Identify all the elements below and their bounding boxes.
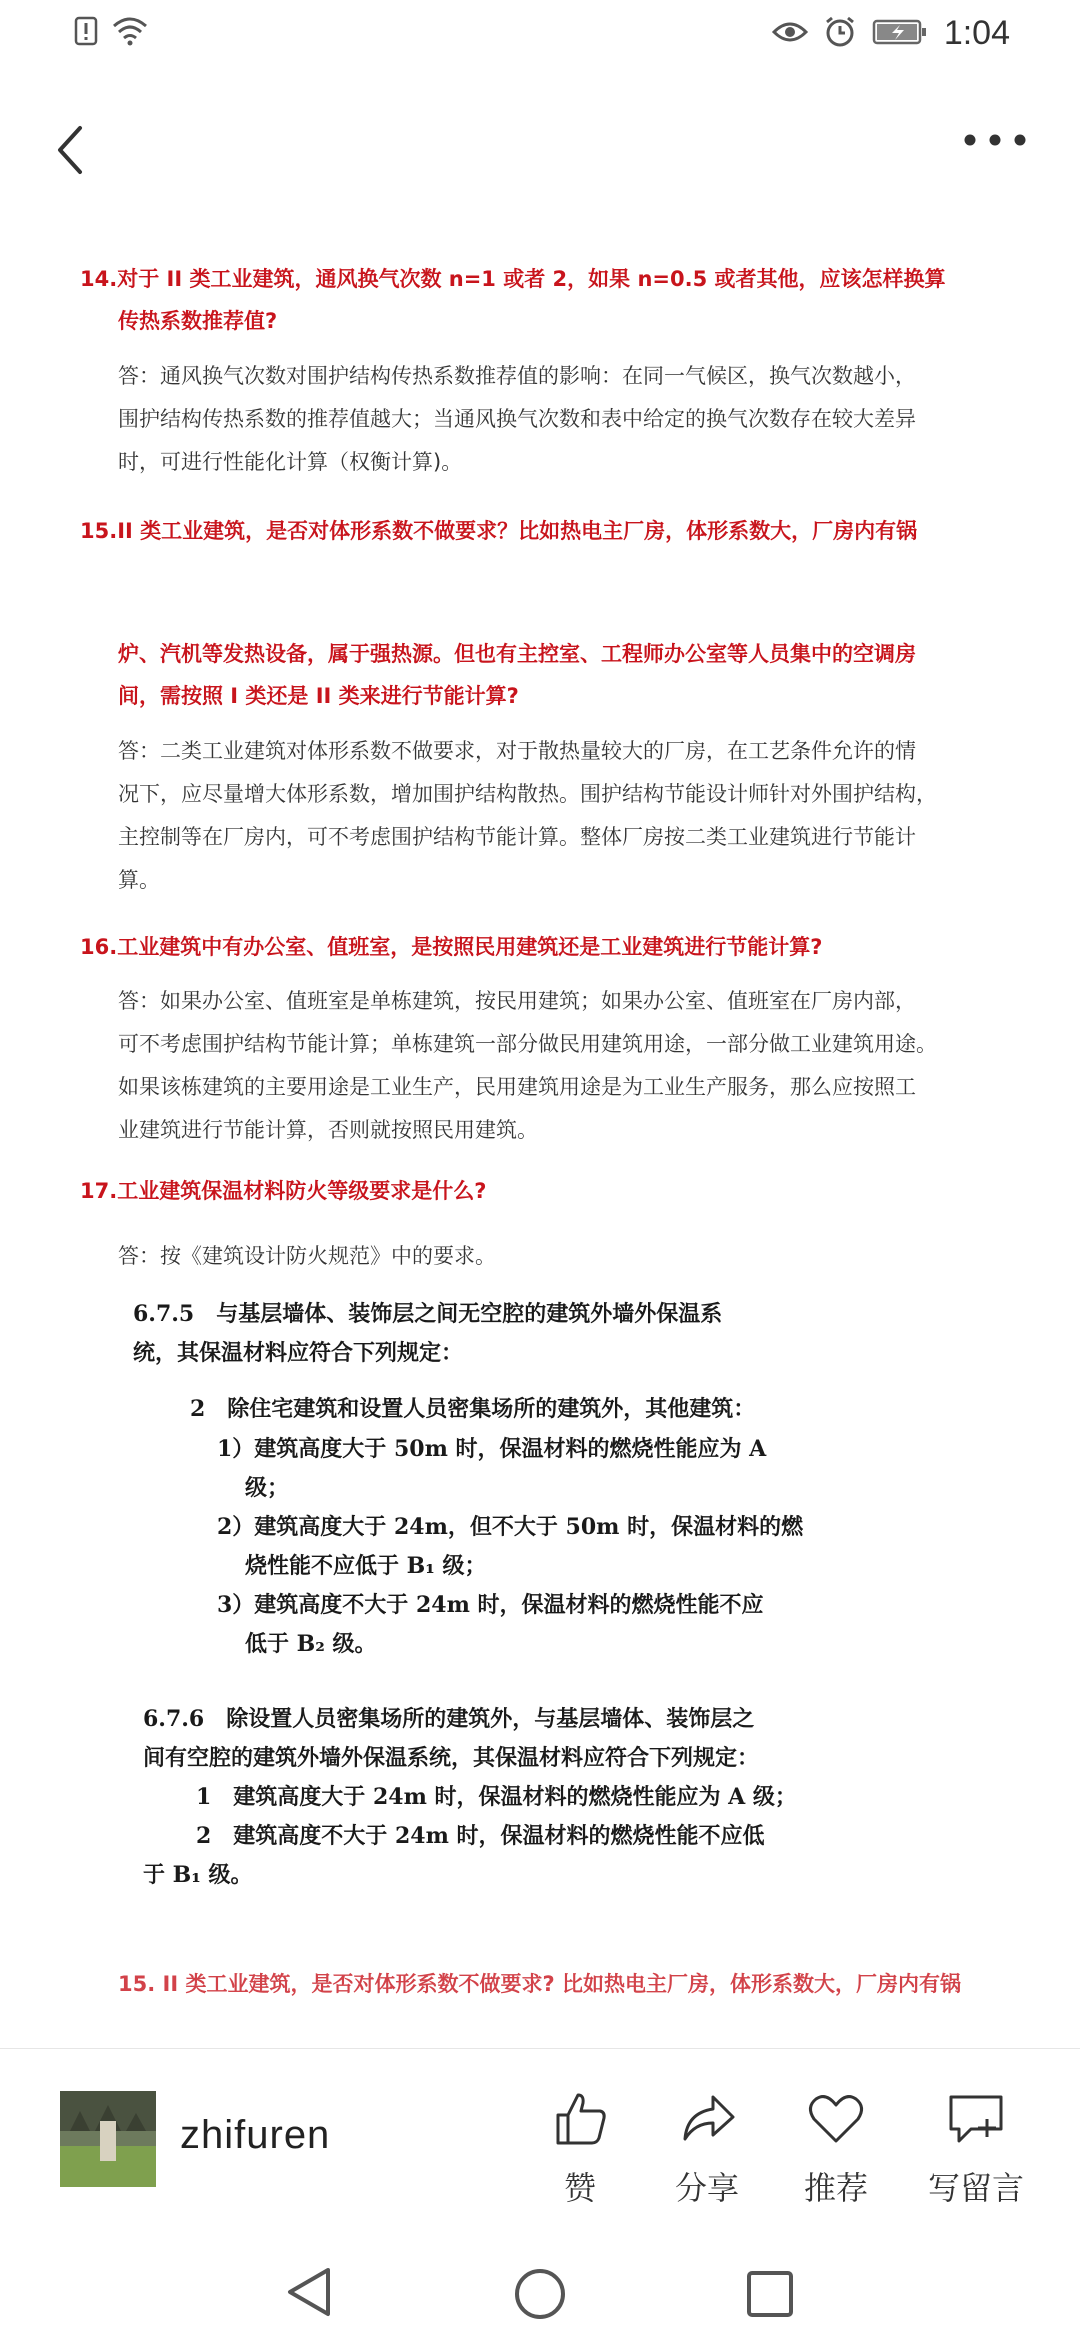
- square-recents-icon: [744, 2268, 796, 2320]
- clock-time: 1:04: [943, 14, 1010, 52]
- wifi-icon: [112, 16, 148, 50]
- spec-6-7-5-item-2: 2 除住宅建筑和设置人员密集场所的建筑外，其他建筑：: [190, 1396, 756, 1422]
- question-16: 16.工业建筑中有办公室、值班室，是按照民用建筑还是工业建筑进行节能计算?: [80, 935, 823, 959]
- circle-home-icon: [512, 2266, 568, 2322]
- answer-line: 答：通风换气次数对围护结构传热系数推荐值的影响：在同一气候区，换气次数越小，: [118, 364, 916, 388]
- question-line: 工业建筑中有办公室、值班室，是按照民用建筑还是工业建筑进行节能计算?: [117, 935, 823, 959]
- more-dots-icon: [960, 130, 1030, 150]
- recommend-button[interactable]: [786, 2089, 886, 2209]
- spec-6-7-6-heading: 6.7.6 除设置人员密集场所的建筑外，与基层墙体、装饰层之 间有空腔的建筑外墙外保温系统，其保温材料应符合下列规定：: [143, 1706, 760, 1771]
- answer-14: [118, 355, 970, 484]
- alert-icon: [74, 16, 98, 50]
- top-nav: [0, 100, 1080, 210]
- answer-line: 答：二类工业建筑对体形系数不做要求，对于散热量较大的厂房，在工艺条件允许的情: [118, 739, 916, 763]
- eye-icon: [772, 19, 808, 49]
- answer-line: 算。: [118, 868, 160, 892]
- battery-icon: [872, 18, 928, 50]
- question-15: 15.II 类工业建筑，是否对体形系数不做要求？比如热电主厂房，体形系数大，厂房内有锅: [80, 519, 918, 543]
- like-button[interactable]: [530, 2089, 630, 2209]
- question-line: II 类工业建筑，是否对体形系数不做要求？比如热电主厂房，体形系数大，厂房内有锅: [117, 519, 918, 543]
- answer-line: 况下，应尽量增大体形系数，增加围护结构散热。围护结构节能设计师针对外围护结构，: [118, 782, 937, 806]
- nav-back-button[interactable]: [282, 2264, 336, 2324]
- question-14: 14.对于 II 类工业建筑，通风换气次数 n=1 或者 2，如果 n=0.5 或者其他，应该怎样换算 传热系数推荐值?: [80, 258, 1000, 342]
- answer-15: [118, 730, 970, 902]
- triangle-back-icon: [282, 2264, 336, 2320]
- question-15-continued: [118, 633, 998, 717]
- spec-6-7-5-subitems: 1）建筑高度大于 50m 时，保温材料的燃烧性能应为 A 级； 2）建筑高度大于 24m，但不大于 50m 时，保温材料的燃 烧性能不应低于 B₁ 级； 3）建筑高度不大于 24m 时，保温材料的燃烧性能不应 低于 B₂ 级。: [217, 1436, 804, 1657]
- share-button[interactable]: [657, 2089, 757, 2209]
- write-comment-button[interactable]: [916, 2089, 1036, 2209]
- answer-16: [118, 980, 970, 1152]
- chevron-left-icon: [50, 120, 90, 180]
- answer-line: 可不考虑围护结构节能计算；单栋建筑一部分做民用建筑用途，一部分做工业建筑用途。: [118, 1032, 937, 1056]
- nav-home-button[interactable]: [512, 2266, 568, 2326]
- answer-line: 时，可进行性能化计算（权衡计算)。: [118, 450, 463, 474]
- spec-6-7-5-heading: 6.7.5 与基层墙体、装饰层之间无空腔的建筑外墙外保温系 统，其保温材料应符合下列规定：: [133, 1301, 723, 1366]
- system-navigation-bar: [0, 2248, 1080, 2340]
- comment-add-icon: [943, 2089, 1009, 2149]
- question-line: 对于 II 类工业建筑，通风换气次数 n=1 或者 2，如果 n=0.5 或者其他，应该怎样换算: [117, 267, 946, 291]
- cut-off-question-text: 15. II 类工业建筑，是否对体形系数不做要求? 比如热电主厂房，体形系数大，厂房内有锅: [118, 1972, 961, 1996]
- answer-17: [118, 1235, 970, 1278]
- thumbs-up-icon: [550, 2089, 610, 2149]
- bottom-action-bar: [0, 2048, 1080, 2249]
- spec-6-7-6-items: 1 建筑高度大于 24m 时，保温材料的燃烧性能应为 A 级； 2 建筑高度不大于 24m 时，保温材料的燃烧性能不应低: [196, 1784, 797, 1849]
- answer-line: 主控制等在厂房内，可不考虑围护结构节能计算。整体厂房按二类工业建筑进行节能计: [118, 825, 916, 849]
- more-options-button[interactable]: [960, 130, 1040, 180]
- answer-line: 答：如果办公室、值班室是单栋建筑，按民用建筑；如果办公室、值班室在厂房内部，: [118, 989, 916, 1013]
- question-line: 炉、汽机等发热设备，属于强热源。但也有主控室、工程师办公室等人员集中的空调房: [118, 642, 916, 666]
- answer-line: 答：按《建筑设计防火规范》中的要求。: [118, 1244, 496, 1268]
- share-icon: [677, 2089, 737, 2149]
- question-line: 工业建筑保温材料防火等级要求是什么?: [117, 1179, 487, 1203]
- share-label: 分享: [674, 2169, 739, 2207]
- answer-line: 如果该栋建筑的主要用途是工业生产，民用建筑用途是为工业生产服务，那么应按照工: [118, 1075, 916, 1099]
- article-content: [0, 240, 1080, 2050]
- spec-6-7-6-tail: 于 B₁ 级。: [143, 1862, 253, 1888]
- status-bar: [0, 0, 1080, 70]
- question-line: 间，需按照 I 类还是 II 类来进行节能计算?: [118, 684, 519, 708]
- alarm-icon: [824, 16, 856, 52]
- back-button[interactable]: [50, 120, 110, 190]
- avatar[interactable]: [60, 2091, 156, 2187]
- recommend-label: 推荐: [803, 2169, 868, 2207]
- question-17: 17.工业建筑保温材料防火等级要求是什么?: [80, 1179, 487, 1203]
- answer-line: 围护结构传热系数的推荐值越大；当通风换气次数和表中给定的换气次数存在较大差异: [118, 407, 916, 431]
- like-label: 赞: [563, 2169, 596, 2207]
- author-name[interactable]: zhifuren: [180, 2113, 331, 2157]
- answer-line: 业建筑进行节能计算，否则就按照民用建筑。: [118, 1118, 538, 1142]
- heart-icon: [806, 2089, 866, 2149]
- write-comment-label: 写留言: [927, 2169, 1024, 2207]
- nav-recents-button[interactable]: [744, 2268, 796, 2324]
- question-line: 传热系数推荐值?: [118, 309, 278, 333]
